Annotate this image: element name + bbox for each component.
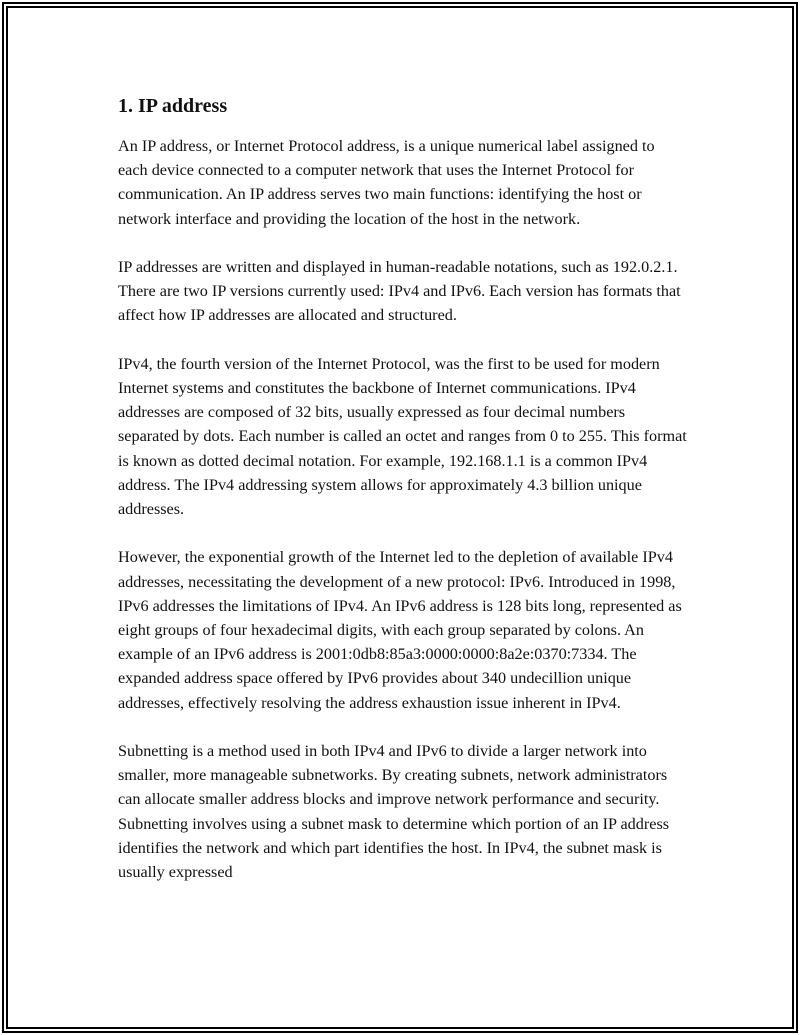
paragraph-notation: IP addresses are written and displayed in human-readable notations, such as 192.0.2.1. There are two IP versions currently used: IPv4 and IPv6. Each version has formats that affect how IP addresses are allocated and structured. [118, 258, 681, 325]
paragraph-intro: An IP address, or Internet Protocol address, is a unique numerical label assigned to each device connected to a computer network that uses the Internet Protocol for communication. An IP address serves two main functions: identifying the host or network interface and providing the location of the host in the network. [118, 137, 655, 228]
paragraph-subnetting: Subnetting is a method used in both IPv4 and IPv6 to divide a larger network into smaller, more manageable subnetworks. By creating subnets, network administrators can allocate smaller address blocks and improve network performance and security. Subnetting involves using a subnet mask to determine which portion of an IP address identifies the network and which part identifies the host. In IPv4, the subnet mask is usually expressed [118, 742, 670, 882]
paragraph-ipv4: IPv4, the fourth version of the Internet Protocol, was the first to be used for modern Internet systems and constitutes the backbone of Internet communications. IPv4 addresses are composed of 32 bits, usually expressed as four decimal numbers separated by dots. Each number is called an octet and ranges from 0 to 255. This format is known as dotted decimal notation. For example, 192.168.1.1 is a common IPv4 address. The IPv4 addressing system allows for approximately 4.3 billion unique addresses. [118, 354, 687, 519]
section-heading: 1. IP address [118, 95, 228, 117]
document-body [118, 92, 688, 908]
paragraph-ipv6: However, the exponential growth of the Internet led to the depletion of available IPv4 addresses, necessitating the development of a new protocol: IPv6. Introduced in 1998, IPv6 addresses the limitations of IPv4. An IPv6 address is 128 bits long, represented as eight groups of four hexadecimal digits, with each group separated by colons. An example of an IPv6 address is 2001:0db8:85a3:0000:0000:8a2e:0370:7334. The expanded address space offered by IPv6 provides about 340 undecillion unique addresses, effectively resolving the address exhaustion issue inherent in IPv4. [118, 548, 682, 712]
